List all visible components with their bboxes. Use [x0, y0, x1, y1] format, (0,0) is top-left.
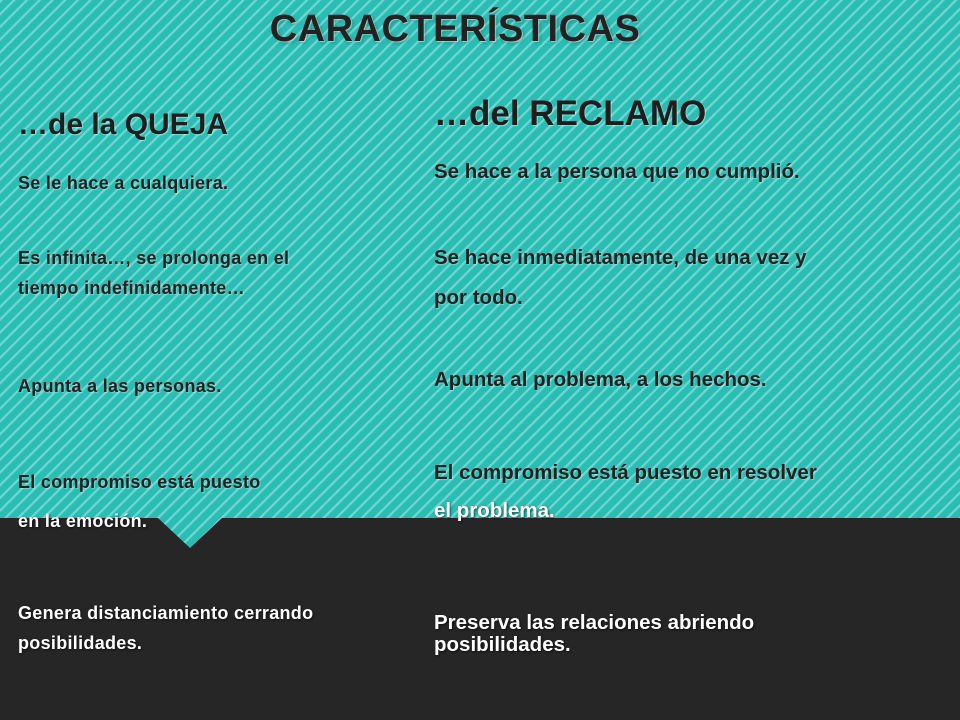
reclamo-heading: …del RECLAMO [434, 94, 707, 133]
reclamo-item-3 [434, 360, 944, 400]
reclamo-item-4-continued [434, 491, 944, 531]
queja-item-1 [18, 168, 418, 198]
queja-heading: …de la QUEJA [18, 108, 229, 141]
queja-item-2 [18, 243, 418, 303]
queja-item-2-line-2: tiempo indefinidamente… [18, 278, 245, 298]
reclamo-item-1-line-1: Se hace a la persona que no cumplió. [434, 160, 800, 183]
queja-item-4-continued [18, 506, 418, 536]
queja-item-4-line-1: El compromiso está puesto [18, 472, 261, 492]
reclamo-item-2-line-2: por todo. [434, 286, 523, 309]
queja-item-5-line-2: posibilidades. [18, 633, 143, 653]
queja-item-4-line-2: en la emoción. [18, 511, 148, 531]
slide-title: CARACTERÍSTICAS [269, 8, 641, 50]
queja-item-5-line-1: Genera distanciamiento cerrando [18, 603, 314, 623]
reclamo-item-5-line-2: posibilidades. [434, 633, 571, 656]
queja-item-2-line-1: Es infinita…, se prolonga en el [18, 248, 290, 268]
reclamo-item-1 [434, 152, 944, 192]
queja-item-1-line-1: Se le hace a cualquiera. [18, 173, 229, 193]
queja-item-4 [18, 467, 418, 497]
reclamo-item-2 [434, 238, 944, 318]
reclamo-item-4-line-2: el problema. [434, 499, 555, 522]
reclamo-item-4-line-1: El compromiso está puesto en resolver [434, 461, 817, 484]
queja-item-3 [18, 371, 418, 401]
reclamo-item-2-line-1: Se hace inmediatamente, de una vez y [434, 246, 807, 269]
reclamo-item-3-line-1: Apunta al problema, a los hechos. [434, 368, 767, 391]
reclamo-item-5-line-1: Preserva las relaciones abriendo [434, 611, 755, 634]
queja-item-3-line-1: Apunta a las personas. [18, 376, 222, 396]
reclamo-item-5 [434, 612, 944, 656]
reclamo-item-4 [434, 453, 944, 493]
queja-item-5 [18, 598, 418, 658]
